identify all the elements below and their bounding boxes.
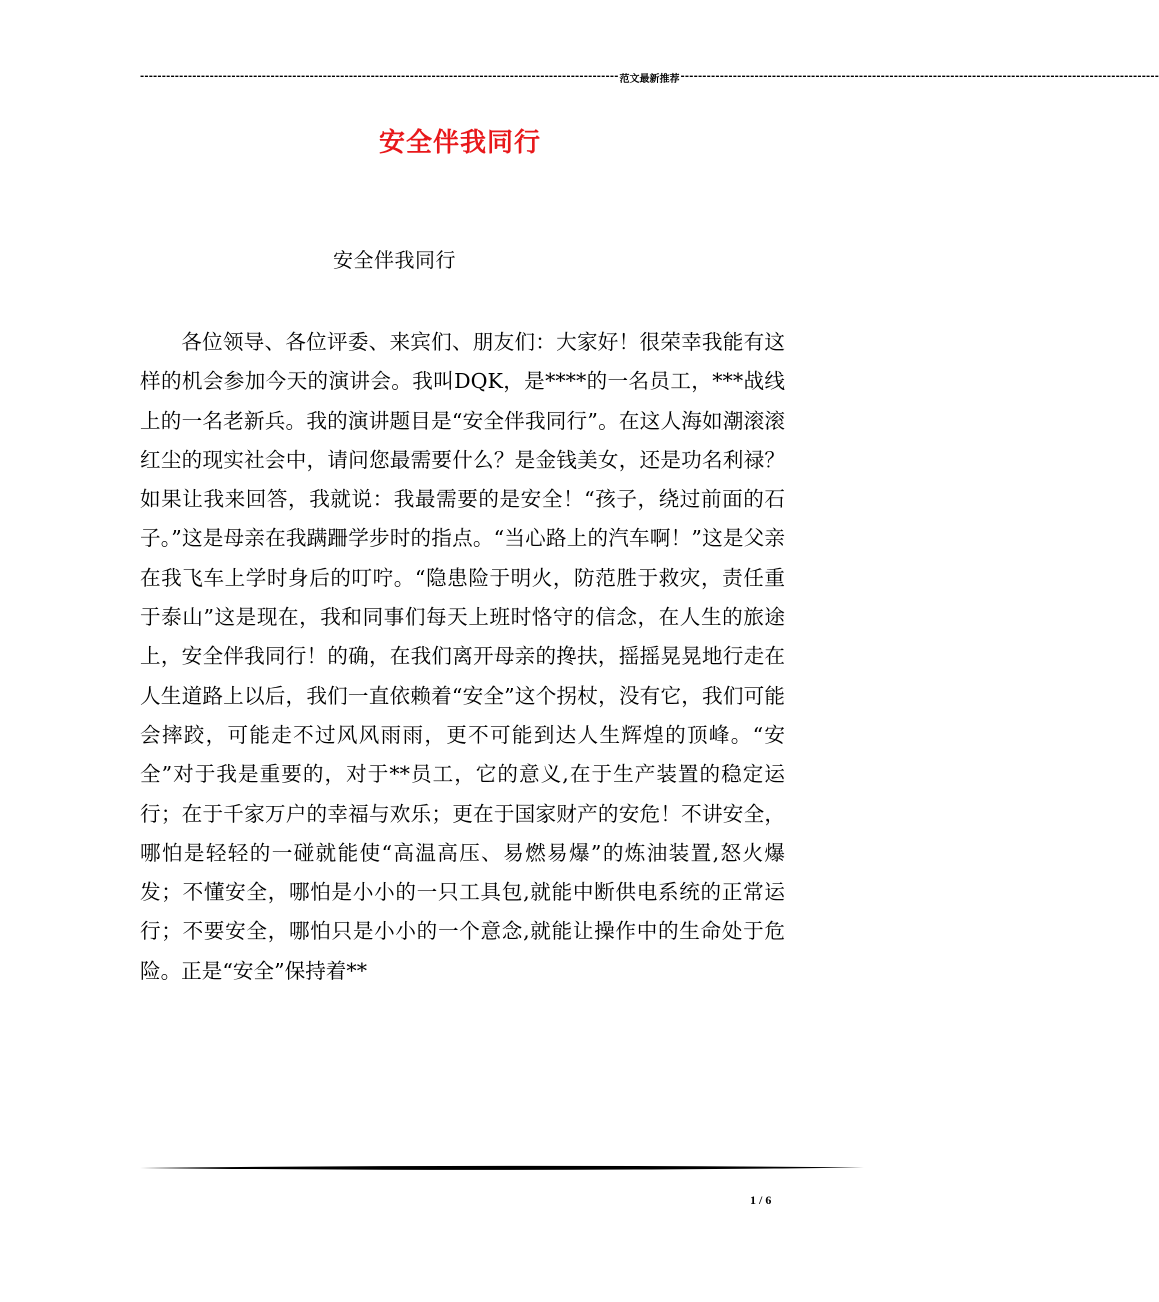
- document-title: 安全伴我同行: [378, 128, 541, 158]
- page-header: [140, 70, 1159, 85]
- header-dashes-right: --------------------------------------------------------------------------------------------------------------: [680, 71, 1159, 82]
- footer-divider: [140, 1164, 864, 1172]
- header-dashes-left: --------------------------------------------------------------------------------------------------------------: [140, 71, 619, 82]
- page-number: 1 / 6: [750, 1193, 772, 1207]
- body-paragraph: 各位领导、各位评委、来宾们、朋友们：大家好！很荣幸我能有这样的机会参加今天的演讲会。我叫DQK，是****的一名员工，***战线上的一名老新兵。我的演讲题目是“安全伴我同行”。在这人海如潮滚滚红尘的现实社会中，请问您最需要什么？是金钱美女，还是功名利禄？如果让我来回答，我就说：我最需要的是安全！“孩子，绕过前面的石子。”这是母亲在我蹒跚学步时的指点。“当心路上的汽车啊！”这是父亲在我飞车上学时身后的叮咛。“隐患险于明火，防范胜于救灾，责任重于泰山”这是现在，我和同事们每天上班时恪守的信念，在人生的旅途上，安全伴我同行！的确，在我们离开母亲的搀扶，摇摇晃晃地行走在人生道路上以后，我们一直依赖着“安全”这个拐杖，没有它，我们可能会摔跤，可能走不过风风雨雨，更不可能到达人生辉煌的顶峰。“安全”对于我是重要的，对于**员工，它的意义,在于生产装置的稳定运行；在于千家万户的幸福与欢乐；更在于国家财产的安危！不讲安全，哪怕是轻轻的一碰就能使“高温高压、易燃易爆”的炼油装置,怒火爆发；不懂安全，哪怕是小小的一只工具包,就能中断供电系统的正常运行；不要安全，哪怕只是小小的一个意念,就能让操作中的生命处于危险。正是“安全”保持着**: [140, 330, 785, 983]
- document-subtitle: 安全伴我同行: [333, 248, 456, 272]
- header-label: 范文最新推荐: [619, 73, 680, 85]
